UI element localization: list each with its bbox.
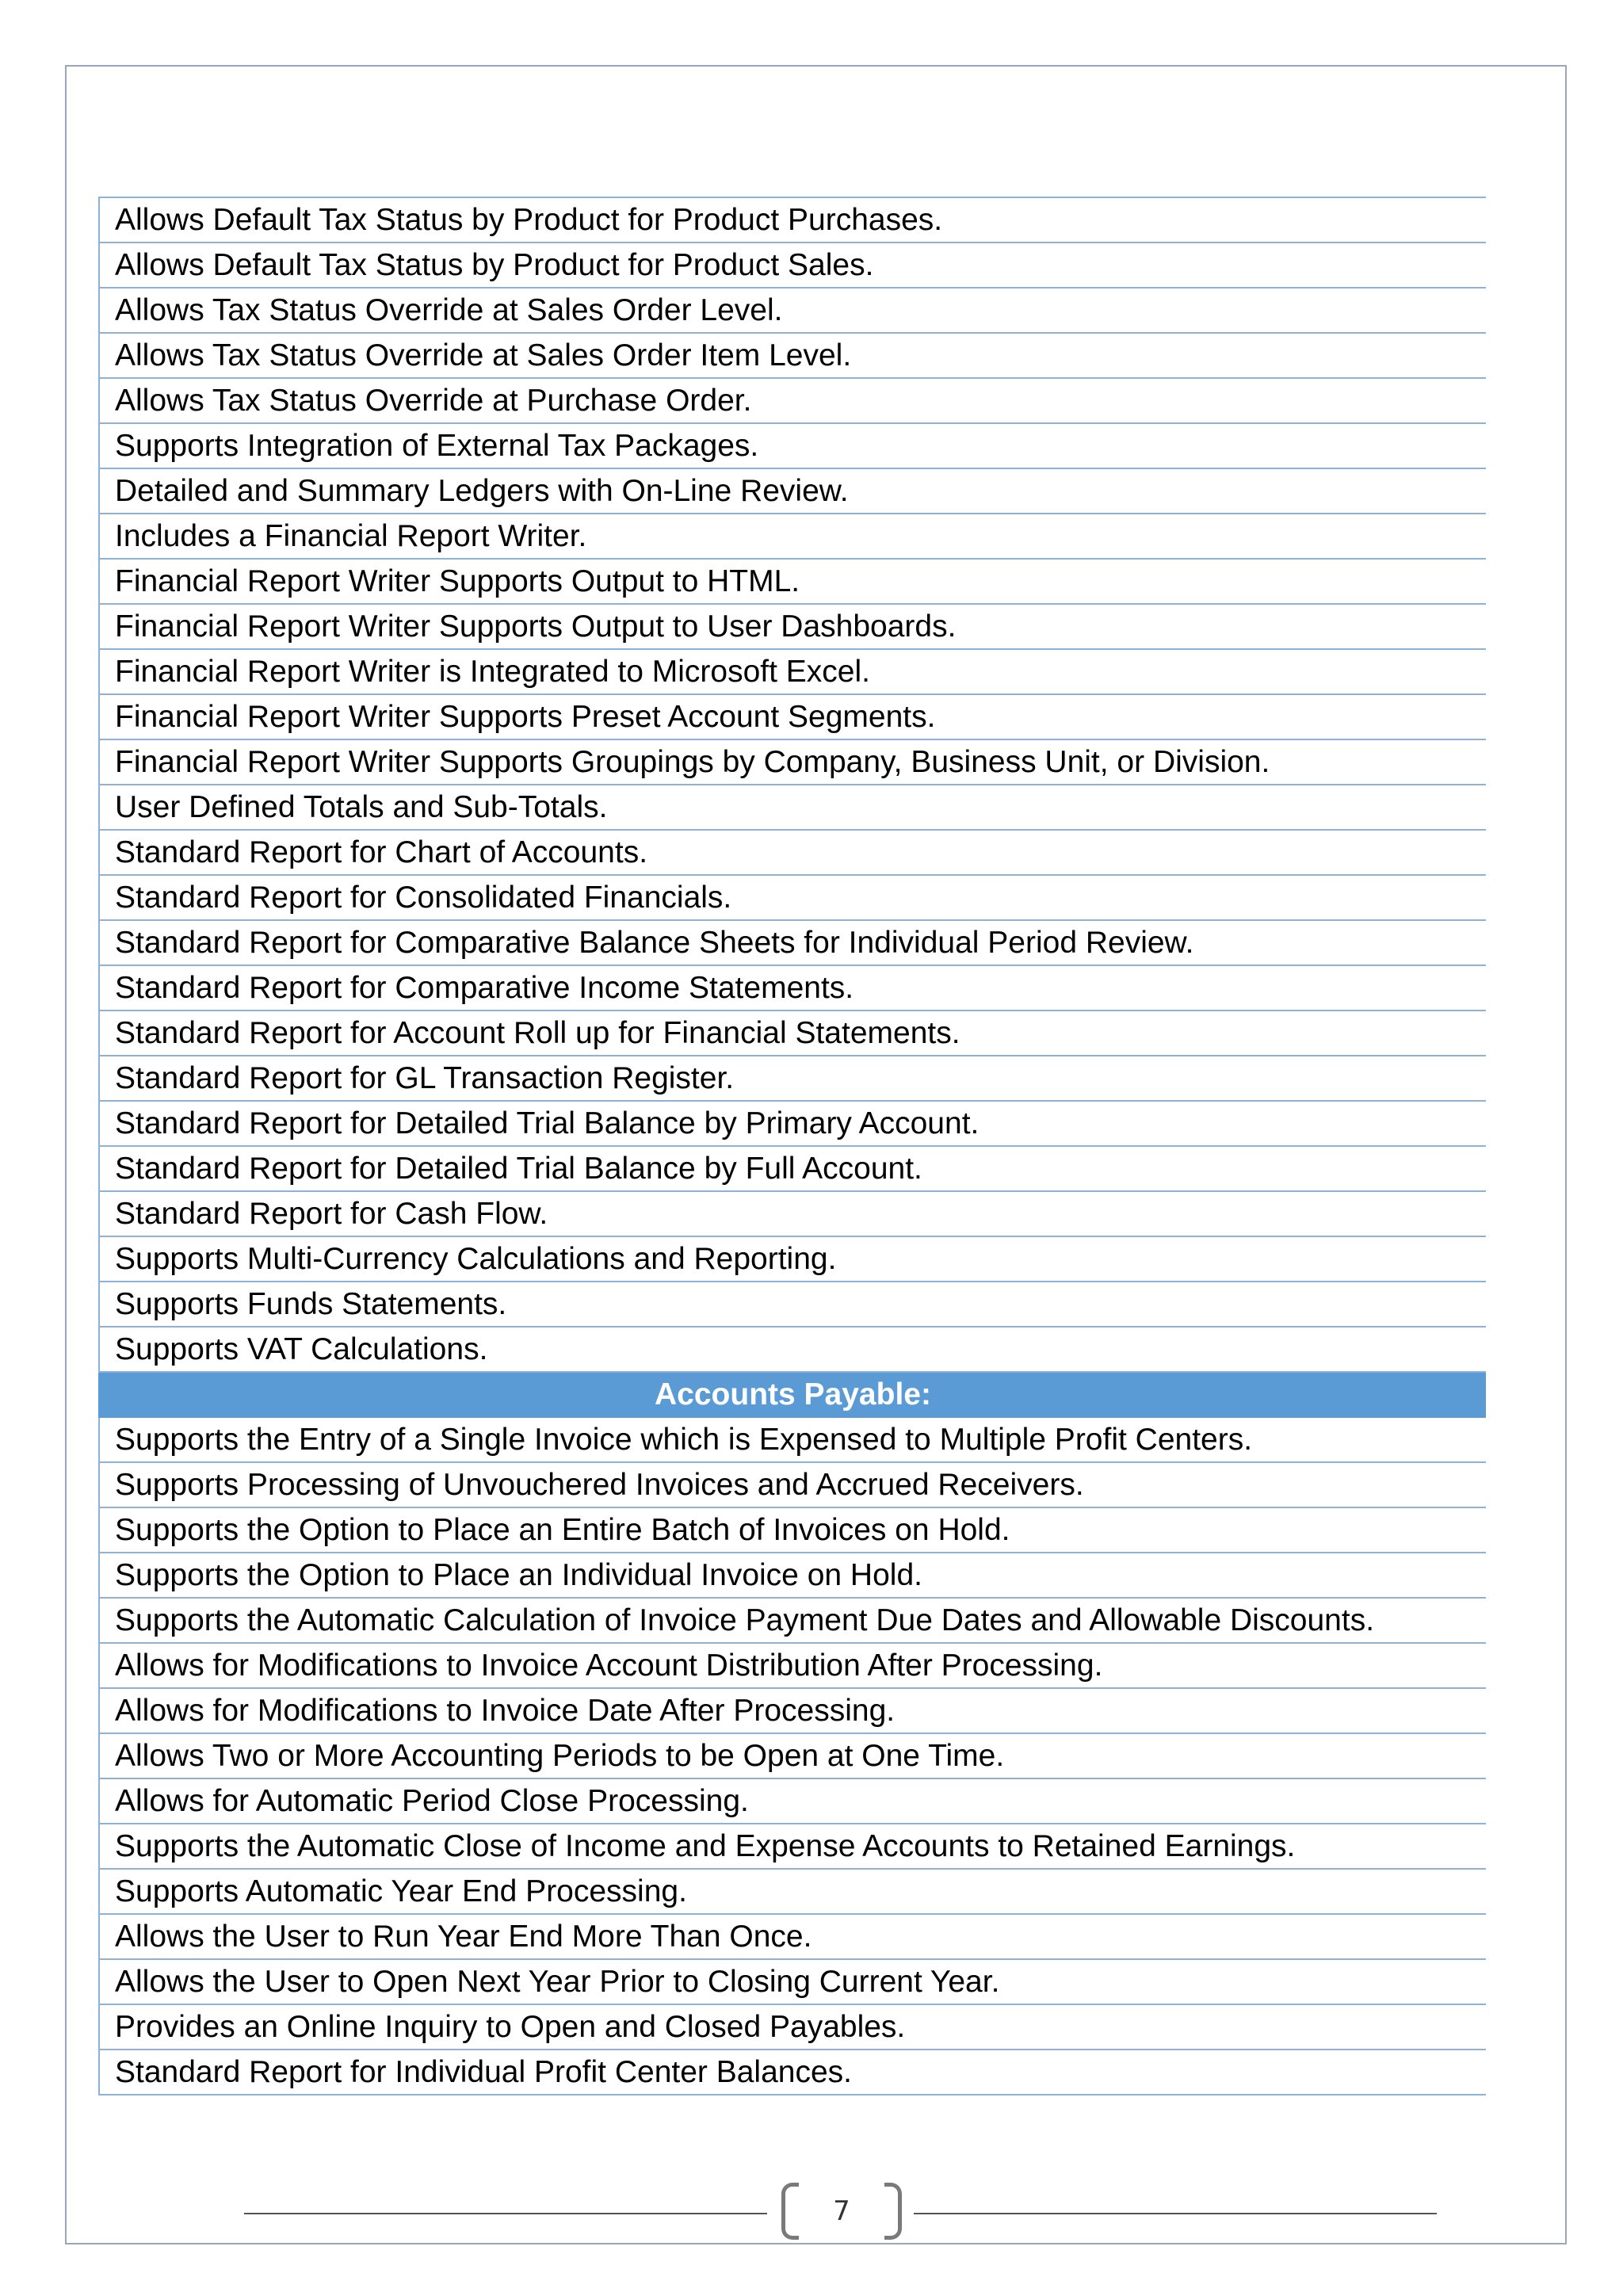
- left-brace-icon: [781, 2183, 799, 2240]
- feature-cell: Supports Multi-Currency Calculations and Reporting.: [99, 1236, 1486, 1282]
- feature-cell: Standard Report for Consolidated Financials.: [99, 875, 1486, 920]
- feature-cell: Supports the Option to Place an Individual Invoice on Hold.: [99, 1553, 1486, 1598]
- feature-cell: Allows Default Tax Status by Product for Product Sales.: [99, 243, 1486, 288]
- feature-cell: Supports Automatic Year End Processing.: [99, 1869, 1486, 1914]
- feature-cell: Financial Report Writer Supports Output to HTML.: [99, 559, 1486, 604]
- right-brace-icon: [884, 2183, 902, 2240]
- page-number: 7: [833, 2195, 850, 2227]
- table-row: [99, 243, 1486, 288]
- table-row: [99, 1869, 1486, 1914]
- feature-cell: Standard Report for Comparative Balance Sheets for Individual Period Review.: [99, 920, 1486, 965]
- feature-cell: Supports VAT Calculations.: [99, 1327, 1486, 1372]
- feature-cell: Standard Report for Comparative Income Statements.: [99, 965, 1486, 1010]
- feature-cell: Supports Funds Statements.: [99, 1282, 1486, 1327]
- feature-cell: Financial Report Writer Supports Groupings by Company, Business Unit, or Division.: [99, 739, 1486, 785]
- feature-cell: Allows Two or More Accounting Periods to be Open at One Time.: [99, 1733, 1486, 1778]
- table-row: [99, 1236, 1486, 1282]
- feature-cell: Supports the Option to Place an Entire Batch of Invoices on Hold.: [99, 1507, 1486, 1553]
- table-row: [99, 920, 1486, 965]
- feature-cell: Standard Report for Detailed Trial Balance by Full Account.: [99, 1146, 1486, 1191]
- table-row: [99, 2004, 1486, 2050]
- table-row: [99, 1010, 1486, 1056]
- feature-cell: Supports the Automatic Close of Income and Expense Accounts to Retained Earnings.: [99, 1824, 1486, 1869]
- table-row: [99, 197, 1486, 243]
- feature-cell: Allows Tax Status Override at Sales Order Item Level.: [99, 333, 1486, 378]
- table-row: [99, 2050, 1486, 2095]
- feature-cell: User Defined Totals and Sub-Totals.: [99, 785, 1486, 830]
- feature-cell: Standard Report for GL Transaction Register.: [99, 1056, 1486, 1101]
- table-row: [99, 468, 1486, 514]
- feature-cell: Allows the User to Open Next Year Prior to Closing Current Year.: [99, 1959, 1486, 2004]
- page-footer: [244, 2183, 1437, 2246]
- feature-cell: Allows Tax Status Override at Purchase Order.: [99, 378, 1486, 423]
- feature-cell: Allows Tax Status Override at Sales Order Level.: [99, 288, 1486, 333]
- feature-cell: Supports the Automatic Calculation of Invoice Payment Due Dates and Allowable Discounts.: [99, 1598, 1486, 1643]
- feature-cell: Allows Default Tax Status by Product for Product Purchases.: [99, 197, 1486, 243]
- table-row: [99, 1282, 1486, 1327]
- feature-cell: Provides an Online Inquiry to Open and Closed Payables.: [99, 2004, 1486, 2050]
- feature-cell: Supports the Entry of a Single Invoice which is Expensed to Multiple Profit Centers.: [99, 1417, 1486, 1462]
- table-row: [99, 288, 1486, 333]
- table-row: [99, 1056, 1486, 1101]
- table-row: [99, 1688, 1486, 1733]
- feature-cell: Supports Processing of Unvouchered Invoices and Accrued Receivers.: [99, 1462, 1486, 1507]
- table-row: [99, 1462, 1486, 1507]
- table-row: [99, 649, 1486, 694]
- table-row: [99, 785, 1486, 830]
- feature-cell: Financial Report Writer Supports Preset Account Segments.: [99, 694, 1486, 739]
- table-row: [99, 1553, 1486, 1598]
- table-row: [99, 604, 1486, 649]
- table-row: [99, 378, 1486, 423]
- table-row: [99, 423, 1486, 468]
- table-row: [99, 559, 1486, 604]
- feature-cell: Standard Report for Account Roll up for Financial Statements.: [99, 1010, 1486, 1056]
- table-row: [99, 875, 1486, 920]
- feature-cell: Allows for Automatic Period Close Processing.: [99, 1778, 1486, 1824]
- table-row: [99, 1327, 1486, 1372]
- table-row: [99, 694, 1486, 739]
- table-row: [99, 1733, 1486, 1778]
- table-row: [99, 514, 1486, 559]
- table-row: [99, 1417, 1486, 1462]
- features-table: [98, 197, 1486, 2095]
- feature-cell: Detailed and Summary Ledgers with On-Line Review.: [99, 468, 1486, 514]
- table-row: [99, 1598, 1486, 1643]
- feature-cell: Financial Report Writer is Integrated to Microsoft Excel.: [99, 649, 1486, 694]
- feature-cell: Standard Report for Cash Flow.: [99, 1191, 1486, 1236]
- feature-cell: Supports Integration of External Tax Packages.: [99, 423, 1486, 468]
- table-row: [99, 965, 1486, 1010]
- feature-cell: Standard Report for Individual Profit Center Balances.: [99, 2050, 1486, 2095]
- feature-cell: Financial Report Writer Supports Output to User Dashboards.: [99, 604, 1486, 649]
- footer-rule-right: [914, 2213, 1437, 2214]
- feature-cell: Includes a Financial Report Writer.: [99, 514, 1486, 559]
- table-row: [99, 1778, 1486, 1824]
- table-row: [99, 1824, 1486, 1869]
- table-row: [99, 739, 1486, 785]
- table-row: [99, 1146, 1486, 1191]
- table-row: [99, 1959, 1486, 2004]
- feature-cell: Allows for Modifications to Invoice Account Distribution After Processing.: [99, 1643, 1486, 1688]
- footer-rule-left: [244, 2213, 767, 2214]
- table-row: [99, 1101, 1486, 1146]
- table-row: [99, 333, 1486, 378]
- table-row: [99, 1643, 1486, 1688]
- table-row: [99, 1914, 1486, 1959]
- section-header-row: [99, 1372, 1486, 1417]
- section-header-accounts-payable: Accounts Payable:: [99, 1372, 1486, 1417]
- feature-cell: Standard Report for Chart of Accounts.: [99, 830, 1486, 875]
- feature-cell: Allows the User to Run Year End More Than Once.: [99, 1914, 1486, 1959]
- feature-cell: Standard Report for Detailed Trial Balance by Primary Account.: [99, 1101, 1486, 1146]
- table-row: [99, 830, 1486, 875]
- table-row: [99, 1191, 1486, 1236]
- table-row: [99, 1507, 1486, 1553]
- feature-cell: Allows for Modifications to Invoice Date After Processing.: [99, 1688, 1486, 1733]
